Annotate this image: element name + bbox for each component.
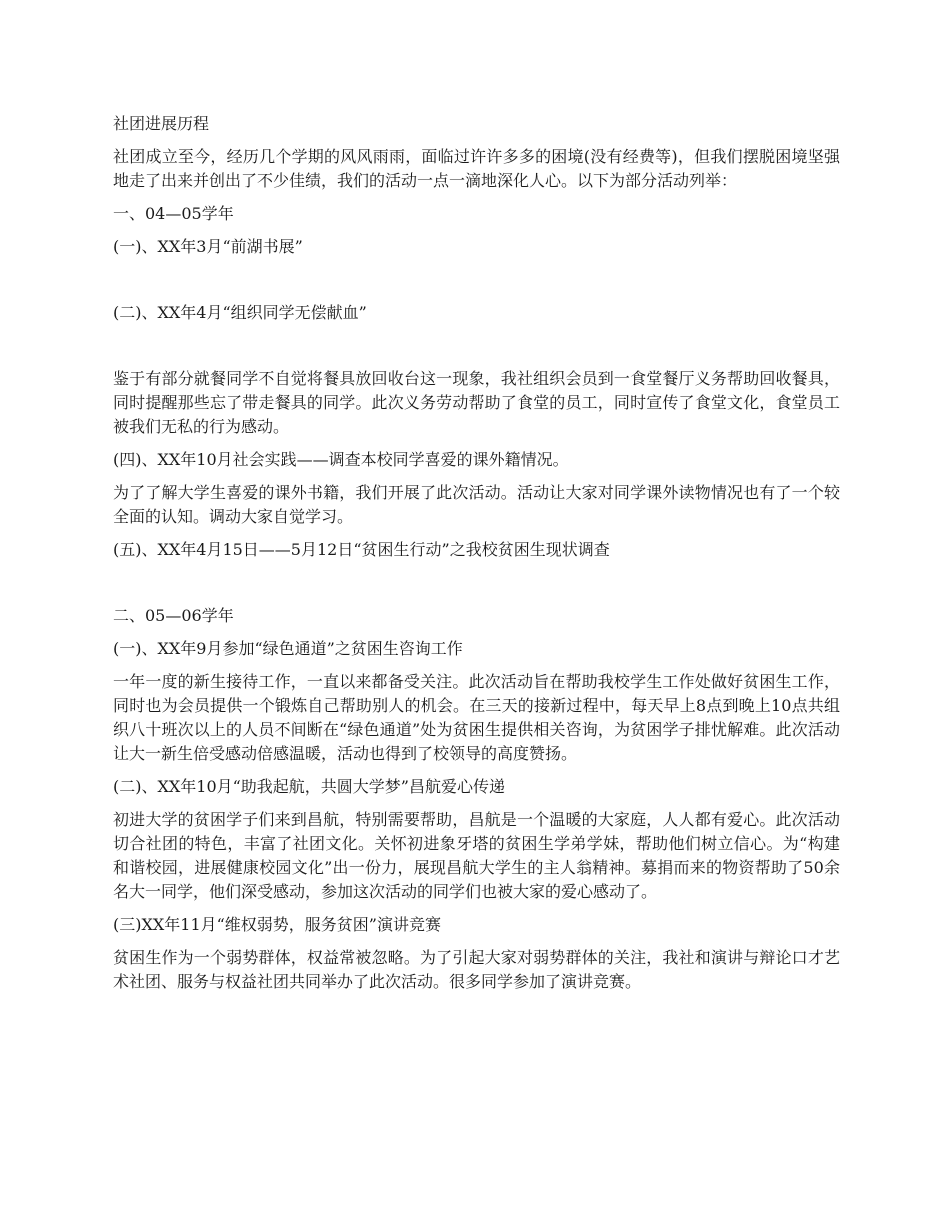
paragraph-speech-contest: 贫困生作为一个弱势群体，权益常被忽略。为了引起大家对弱势群体的关注，我社和演讲与辩论口才艺术社团、服务与权益社团共同举办了此次活动。很多同学参加了演讲竞赛。 xyxy=(113,948,840,991)
section-heading-year1: 一、04—05学年 xyxy=(113,204,234,223)
blank-gap xyxy=(113,268,840,301)
section-heading-year2: 二、05—06学年 xyxy=(113,606,234,625)
paragraph-tableware: 鉴于有部分就餐同学不自觉将餐具放回收台这一现象，我社组织会员到一食堂餐厅义务帮助回收餐具，同时提醒那些忘了带走餐具的同学。此次义务劳动帮助了食堂的员工，同时宣传了食堂文化，食堂员工被我们无私的行为感动。 xyxy=(113,369,840,436)
activity-item-book-fair: (一)、XX年3月“前湖书展” xyxy=(113,237,303,256)
activity-item-blood-donation: (二)、XX年4月“组织同学无偿献血” xyxy=(113,303,367,322)
paragraph-love-relay: 初进大学的贫困学子们来到昌航，特别需要帮助，昌航是一个温暖的大家庭，人人都有爱心。此次活动切合社团的特色，丰富了社团文化。关怀初进象牙塔的贫困生学弟学妹，帮助他们树立信心。为“构建和谐校园，进展健康校园文化”出一份力，展现昌航大学生的主人翁精神。募捐而来的物资帮助了50余名大一同学，他们深受感动，参加这次活动的同学们也被大家的爱心感动了。 xyxy=(113,810,840,901)
activity-item-social-practice: (四)、XX年10月社会实践——调查本校同学喜爱的课外籍情况。 xyxy=(113,450,569,469)
blank-gap xyxy=(113,334,840,367)
paragraph-books-survey: 为了了解大学生喜爱的课外书籍，我们开展了此次活动。活动让大家对同学课外读物情况也有了一个较全面的认知。调动大家自觉学习。 xyxy=(113,483,840,526)
activity-item-green-channel: (一)、XX年9月参加“绿色通道”之贫困生咨询工作 xyxy=(113,639,463,658)
activity-item-poverty-survey: (五)、XX年4月15日——5月12日“贫困生行动”之我校贫困生现状调查 xyxy=(113,540,610,559)
blank-gap xyxy=(113,571,840,604)
intro-paragraph: 社团成立至今，经历几个学期的风风雨雨，面临过许许多多的困境(没有经费等)，但我们摆脱困境坚强地走了出来并创出了不少佳绩，我们的活动一点一滴地深化人心。以下为部分活动列举： xyxy=(113,147,840,190)
document-page xyxy=(113,112,840,1003)
document-title: 社团进展历程 xyxy=(113,114,210,133)
activity-item-love-relay: (二)、XX年10月“助我起航，共圆大学梦”昌航爱心传递 xyxy=(113,777,505,796)
paragraph-green-channel: 一年一度的新生接待工作，一直以来都备受关注。此次活动旨在帮助我校学生工作处做好贫困生工作，同时也为会员提供一个锻炼自己帮助别人的机会。在三天的接新过程中，每天早上8点到晚上10点共组织八十班次以上的人员不间断在“绿色通道”处为贫困生提供相关咨询，为贫困学子排忧解难。此次活动让大一新生倍受感动倍感温暖，活动也得到了校领导的高度赞扬。 xyxy=(113,672,840,763)
activity-item-speech-contest: (三)XX年11月“维权弱势，服务贫困”演讲竞赛 xyxy=(113,915,441,934)
